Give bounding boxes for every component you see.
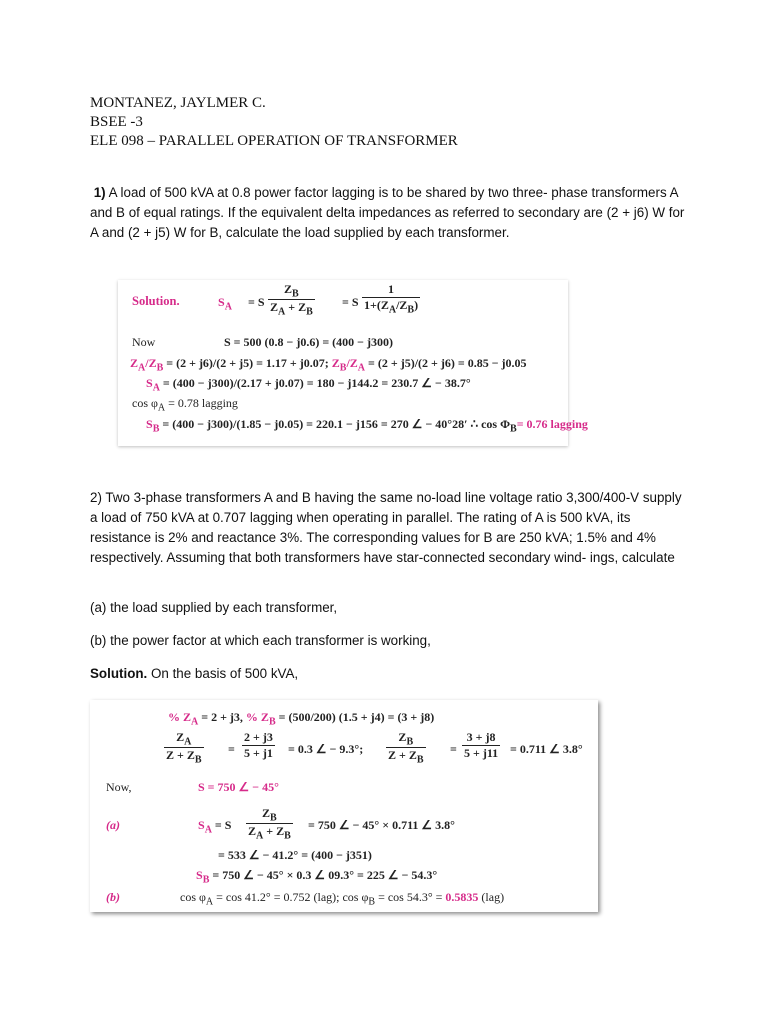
result-b: = 0.711 ∠ 3.8° (510, 742, 583, 756)
fraction-1-over-ratio: $\frac{1}{1+(Z_A/Z_B)}$ (364, 282, 419, 316)
student-name: MONTANEZ, JAYLMER C. (90, 95, 266, 111)
line-sa: $S_A = (400 - j300)/(2.17 + j0.07) = 180 - j144.2 = 230.7$ ∠ − 38.7° (146, 376, 471, 394)
part-a-label: (a) (106, 818, 120, 832)
fraction-za-over-sum: $\frac{Z_A}{Z + Z_B}$ (166, 730, 202, 766)
line-sa-2: $S_A = S$ (198, 818, 232, 836)
part-b-label: (b) (106, 890, 120, 904)
fraction-a-values: $\frac{2 + j3}{5 + j1}$ (244, 730, 273, 760)
result-a: = 0.3 ∠ − 9.3°; (288, 742, 364, 756)
fraction-zb-over-za-plus-zb: $\frac{Z_B}{Z_A + Z_B}$ (270, 282, 313, 318)
line-s-total: S = 750 ∠ − 45° (198, 780, 279, 794)
line-cos-2: $\cos \varphi_A = \cos 41.2^\circ = 0.752$ (lag); $\cos \varphi_B = \cos 54.3^\circ = 0.5835$ (lag) (180, 890, 505, 908)
solution-1-image (118, 280, 588, 446)
problem-2-text: 2) Two 3-phase transformers A and B having the same no-load line voltage ratio 3,300/400-V supply a load of 750 kVA at 0.707 lagging when operating in parallel. The rating of A is 500 kVA, its resistance is 2% and reactance 3%. The corresponding values for B are 250 kVA; 1.5% and 4% respectively. Assuming that both transformers have star-connected secondary wind- ings, calculate (90, 490, 682, 565)
fraction-zb-over-sum: $\frac{Z_B}{Z + Z_B}$ (388, 730, 424, 766)
now-label: Now (132, 335, 156, 349)
problem-2-solution-intro: Solution. On the basis of 500 kVA, (90, 666, 299, 681)
problem-1-body: A load of 500 kVA at 0.8 power factor lagging is to be shared by two three- phase transformers A and B of equal ratings. If the equivalent delta impedances as referred to secondary are (2 + j6) W for A and (2 + j5) W for B, calculate the load supplied by each transformer. (90, 185, 685, 240)
line-sa-result: = 533 ∠ − 41.2° = (400 − j351) (218, 848, 372, 862)
line-cos-a: $\cos \varphi_A = 0.78$ lagging (132, 396, 238, 414)
problem-2-part-a: (a) the load supplied by each transformer, (90, 600, 338, 615)
equals-sign-a: = (228, 742, 235, 756)
problem-1-number: 1) (93, 185, 106, 200)
line-sb-2: $S_B = 750$ ∠ − 45° × 0.3 ∠ 09.3° = 225 ∠ − 54.3° (196, 868, 438, 886)
solution-2-label: Solution. (90, 666, 148, 681)
course-title: ELE 098 – PARALLEL OPERATION OF TRANSFORMER (90, 133, 458, 149)
line-percent-z: % $Z_A = 2 + j3$, % $Z_B = (500/200) (1.5 + j4) = (3 + j8)$ (168, 710, 435, 728)
equals-sign-b: = (450, 742, 457, 756)
student-header (90, 94, 458, 151)
student-section: BSEE -3 (90, 114, 143, 130)
line-sb: $S_B = (400 - j300)/(1.85 - j0.05) = 220.1 - j156 = 270$ ∠ − 40°28′ ∴ $\cos \Phi_B= 0.76$ lagging (146, 417, 588, 435)
line-za-zb: $Z_A/Z_B = (2 + j6)/(2 + j5) = 1.17 + j0.07$; $Z_B/Z_A = (2 + j5)/(2 + j6) = 0.85 - j0.05$ (130, 356, 527, 374)
sa-value: = 750 ∠ − 45° × 0.711 ∠ 3.8° (308, 818, 455, 832)
solution-1-label: Solution. (132, 294, 180, 308)
sa-symbol: $S_A$ (218, 295, 232, 313)
problem-1-text (90, 183, 690, 243)
solution-2-image (90, 700, 598, 912)
equals-s-2: = S (342, 295, 359, 309)
now-label-2: Now, (106, 780, 132, 794)
equals-s: = S (248, 295, 265, 309)
problem-2-part-b: (b) the power factor at which each transformer is working, (90, 633, 431, 648)
line-s: S = 500 (0.8 − j0.6) = (400 − j300) (224, 335, 394, 349)
fraction-b-values: $\frac{3 + j8}{5 + j11}$ (464, 730, 499, 760)
fraction-zb-over-sum-2: $\frac{Z_B}{Z_A + Z_B}$ (248, 806, 291, 842)
